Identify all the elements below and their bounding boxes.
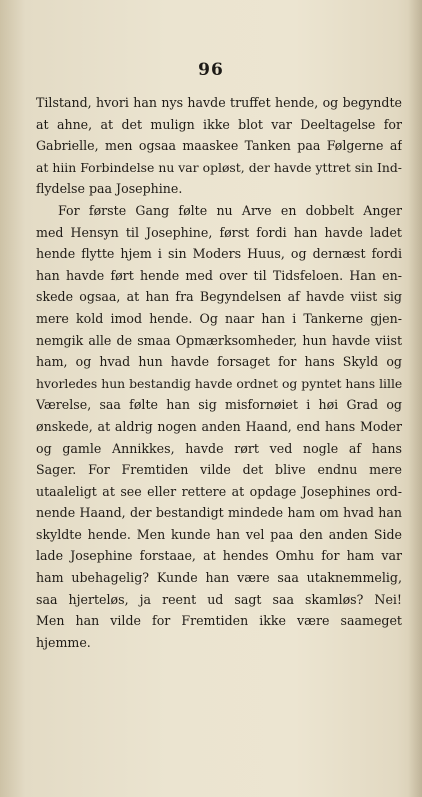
text-line: Sager. For Fremtiden vilde det blive endnu mere [36,462,402,478]
text-line: at ahne, at det mulign ikke blot var Deeltagelse for [36,116,402,132]
text-line: ønskede, at aldrig nogen anden Haand, end hans Moder [36,418,402,434]
text-line: hvorledes hun bestandig havde ordnet og pyntet hans lille [36,375,402,391]
text-line: mere kold imod hende. Og naar han i Tankerne gjen- [36,310,402,326]
text-line: at hiin Forbindelse nu var opløst, der havde yttret sin Ind- [36,159,402,175]
text-line: og gamle Annikkes, havde rørt ved nogle af hans [36,440,402,456]
body-text [36,92,402,653]
text-line: lade Josephine forstaae, at hendes Omhu for ham var [36,548,402,564]
text-line: nende Haand, der bestandigt mindede ham om hvad han [36,505,402,521]
text-line: ham ubehagelig? Kunde han være saa utaknemmelig, [36,570,402,586]
text-line: For første Gang følte nu Arve en dobbelt Anger [58,202,402,218]
text-line: utaaleligt at see eller rettere at opdage Josephines ord- [36,483,402,499]
text-line: Men han vilde for Fremtiden ikke være saameget [36,613,402,629]
text-line: hende flytte hjem i sin Moders Huus, og dernæst fordi [36,246,402,262]
text-line: med Hensyn til Josephine, først fordi han havde ladet [36,224,402,240]
text-line: saa hjerteløs, ja reent ud sagt saa skamløs? Nei! [36,591,402,607]
page-edge-shadow [408,0,422,797]
text-line: Tilstand, hvori han nys havde truffet hende, og begyndte [36,95,402,110]
text-line: Gabrielle, men ogsaa maaskee Tanken paa Følgerne af [36,138,402,154]
page-number: 96 [198,60,224,80]
text-line: ham, og hvad hun havde forsaget for hans Skyld og [36,354,402,370]
text-line: hjemme. [36,634,91,650]
text-line: skyldte hende. Men kunde han vel paa den anden Side [36,526,402,542]
text-line: nemgik alle de smaa Opmærksomheder, hun havde viist [36,332,402,348]
text-line: Værelse, saa følte han sig misfornøiet i høi Grad og [36,397,402,413]
text-line: skede ogsaa, at han fra Begyndelsen af havde viist sig [36,289,402,305]
text-line: flydelse paa Josephine. [36,181,183,197]
text-line: han havde ført hende med over til Tidsfeloen. Han en- [36,267,402,283]
